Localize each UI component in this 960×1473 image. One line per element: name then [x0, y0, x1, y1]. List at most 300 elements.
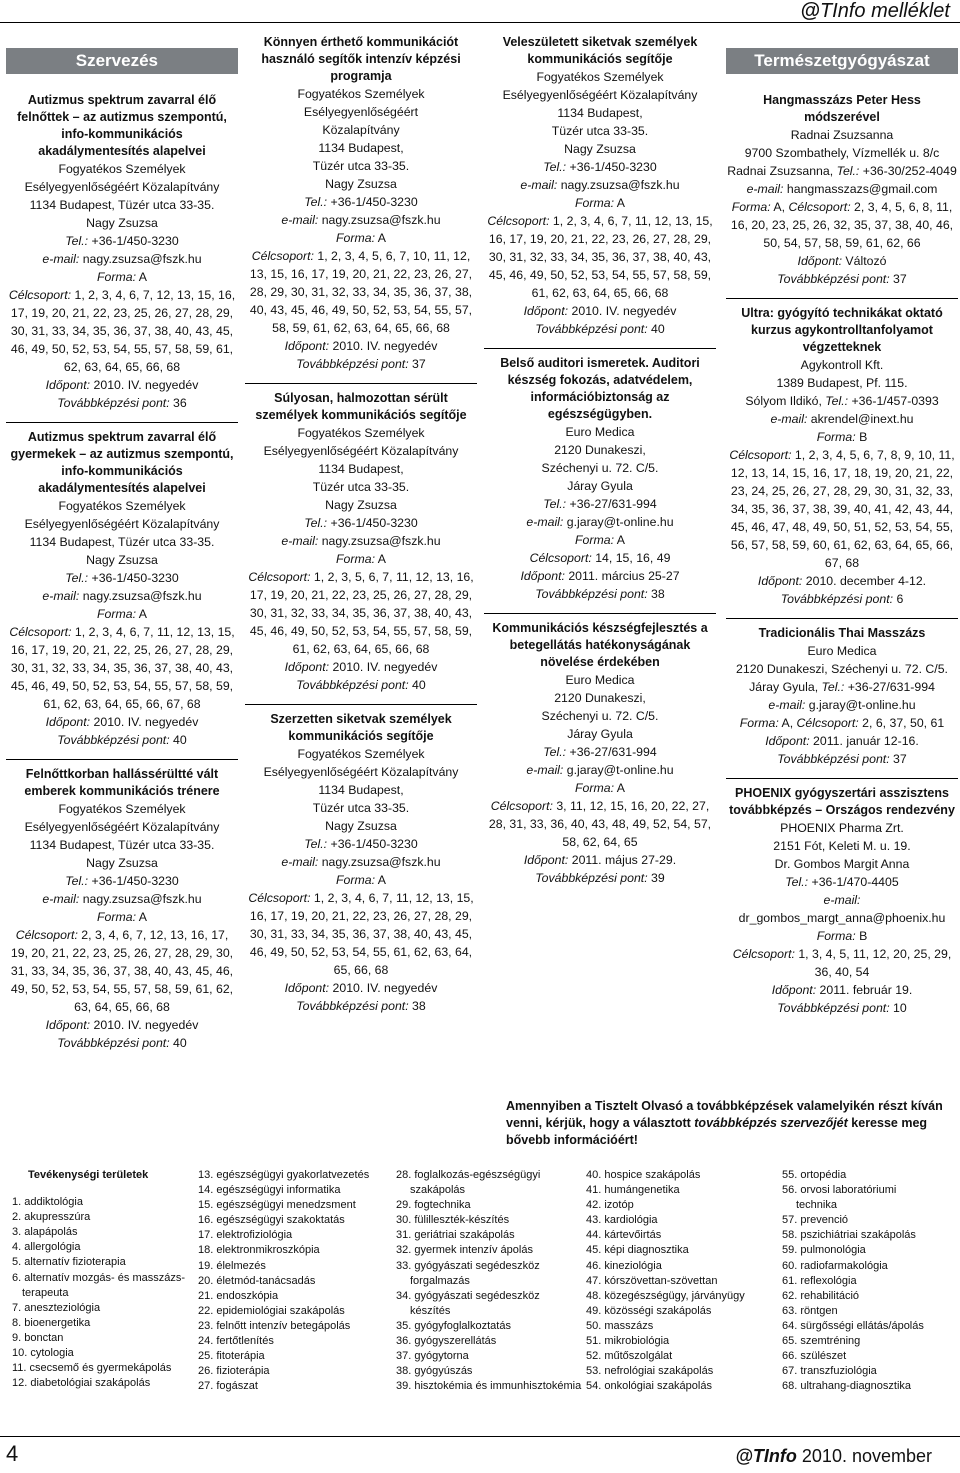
field-value: 1, 2, 3, 4, 5, 6, 7, 10, 11, 12, 13, 15, 16, 17, 19, 20, 21, 22, 23, 26, 27, 28, 29, 30, 31, 32, 33, 34, 35, 36, 37, 38, 40, 43, 45, 46, 49, 50, 52, 53, 54, 55, 57, 58, 59, 61, 62, 63, 64, 65, 66, 68 — [249, 249, 473, 335]
field-label: Célcsoport: — [732, 947, 795, 961]
field-value: 2, 6, 37, 50, 61 — [858, 716, 945, 730]
field-label: Célcsoport: — [15, 928, 78, 942]
field-label: Tel.: — [785, 875, 809, 889]
course-line — [6, 569, 238, 587]
field-value: 2010. IV. negyedév — [90, 1018, 199, 1032]
field-value: A — [136, 270, 147, 284]
field-value: Euro Medica — [565, 425, 635, 439]
course-line — [726, 819, 958, 837]
activity-item: 59. pulmonológia — [782, 1244, 866, 1257]
course-line — [245, 835, 477, 853]
field-value: 38 — [408, 999, 426, 1013]
course-line — [245, 121, 477, 139]
column-2 — [245, 28, 477, 1025]
activity-item: 43. kardiológia — [586, 1214, 658, 1227]
course-line — [726, 356, 958, 374]
field-value: Fogyatékos Személyek — [58, 162, 186, 176]
course-line — [726, 660, 958, 678]
header-title — [800, 0, 950, 23]
field-value: 1, 2, 3, 4, 6, 7, 12, 13, 15, 16, 17, 19, 20, 21, 22, 23, 25, 26, 27, 28, 29, 30, 31, 33, 34, 35, 36, 37, 38, 40, 43, 45, 46, 49, 50, 52, 53, 54, 55, 57, 58, 59, 61, 62, 63, 64, 65, 66, 68 — [10, 288, 236, 374]
field-label: Időpont: — [284, 981, 330, 995]
field-value: 1134 Budapest, Tüzér utca 33-35. — [29, 838, 215, 852]
activity-item: 16. egészségügyi szakoktatás — [198, 1214, 345, 1227]
course-title: Kommunikációs készségfejlesztés a betegellátás hatékonyságának növelése érdekében — [492, 621, 708, 669]
activity-item: 68. ultrahang-diagnosztika — [782, 1380, 912, 1393]
field-value: 14, 15, 16, 49 — [591, 551, 671, 565]
field-value: Fogyatékos Személyek — [297, 87, 425, 101]
field-label: Továbbképzési pont: — [777, 1001, 890, 1015]
field-value: A — [136, 607, 147, 621]
field-label: Forma: — [97, 270, 136, 284]
course-line — [6, 731, 238, 749]
activity-item: 6. alternatív mozgás- és masszázs- — [12, 1271, 186, 1284]
field-value: Járay Gyula — [567, 479, 633, 493]
field-value: g.jaray@t-online.hu — [805, 698, 916, 712]
course-line — [484, 531, 716, 549]
course-line — [484, 869, 716, 887]
field-label: Célcsoport: — [529, 551, 592, 565]
field-value: 1134 Budapest, Tüzér utca 33-35. — [29, 535, 215, 549]
field-value: B — [855, 430, 868, 444]
course-line — [245, 658, 477, 676]
course-line — [484, 104, 716, 122]
field-value: A — [614, 533, 625, 547]
field-value: 1, 2, 3, 4, 5, 6, 7, 8, 9, 10, 11, 12, 13, 14, 15, 16, 17, 18, 19, 20, 21, 22, 23, 24, 25, 26, 27, 28, 29, 30, 31, 32, 33, 34, 35, 36, 37, 38, 39, 40, 41, 42, 43, 44, 45, 46, 47, 48, 49, 50, 51, 52, 53, 54, 55, 56, 57, 58, 59, 60, 61, 62, 63, 64, 65, 66, 67, 68 — [730, 448, 955, 570]
course-title: Súlyosan, halmozottan sérült személyek kommunikációs segítője — [255, 391, 467, 422]
field-value: 6 — [893, 592, 904, 606]
field-value: Sólyom Ildikó, — [745, 394, 826, 408]
header-title-text: TInfo melléklet — [819, 0, 950, 22]
activity-item: 28. foglalkozás-egészségügyi — [396, 1169, 541, 1181]
activity-item: 66. szülészet — [782, 1350, 847, 1363]
activity-item: 20. életmód-tanácsadás — [198, 1274, 316, 1287]
activity-item: 1. addiktológia — [12, 1196, 83, 1209]
course-line — [6, 160, 238, 178]
field-label: Célcsoport: — [796, 716, 859, 730]
course-line — [726, 714, 958, 732]
field-value: 2011. május 27-29. — [568, 853, 677, 867]
field-label: e-mail: — [746, 182, 784, 196]
course-line — [6, 376, 238, 394]
field-value: Nagy Zsuzsa — [325, 177, 397, 191]
activity-item: 10. cytologia — [12, 1347, 74, 1360]
activity-item: 38. gyógyúszás — [396, 1365, 473, 1378]
column-termeszetgyogyaszat — [726, 48, 958, 1027]
field-label: Időpont: — [757, 574, 803, 588]
activity-item: 11. csecsemő és gyermekápolás — [12, 1362, 172, 1375]
field-label: Továbbképzési pont: — [777, 752, 890, 766]
course-line — [484, 176, 716, 194]
course-line — [726, 927, 958, 945]
course-line — [484, 689, 716, 707]
field-value: 2011. február 19. — [816, 983, 913, 997]
activity-item: 15. egészségügyi menedzsment — [198, 1199, 356, 1212]
field-value: dr_gombos_margt_anna@phoenix.hu — [738, 911, 946, 925]
activity-item: 8. bioenergetika — [12, 1316, 91, 1329]
course-entry — [484, 28, 716, 349]
course-line — [726, 678, 958, 696]
course-line — [6, 178, 238, 196]
field-value: 38 — [647, 587, 665, 601]
field-label: Továbbképzési pont: — [296, 999, 409, 1013]
field-label: Forma: — [739, 716, 779, 730]
field-value: Nagy Zsuzsa — [86, 553, 158, 567]
activity-item: 2. akupresszúra — [12, 1211, 91, 1224]
course-line — [484, 567, 716, 585]
course-line — [726, 837, 958, 855]
activity-item: 40. hospice szakápolás — [586, 1169, 701, 1181]
course-line — [484, 158, 716, 176]
activity-item: 60. radiofarmakológia — [782, 1259, 888, 1272]
field-value: Fogyatékos Személyek — [297, 747, 425, 761]
field-value: 1134 Budapest, — [318, 783, 404, 797]
activity-item: 55. ortopédia — [782, 1169, 847, 1181]
field-label: Időpont: — [765, 734, 810, 748]
footer-brand-name: TInfo — [752, 1446, 797, 1466]
field-label: Tel.: — [65, 234, 89, 248]
field-label: e-mail: — [42, 589, 80, 603]
course-line — [726, 180, 958, 198]
course-title: Szerzetten siketvak személyek kommunikációs segítője — [270, 712, 452, 743]
course-entry — [245, 28, 477, 384]
field-label: Időpont: — [45, 715, 91, 729]
field-label: Célcsoport: — [9, 625, 72, 639]
section-heading: Természetgyógyászat — [726, 48, 958, 74]
field-value: +36-1/450-3230 — [566, 160, 657, 174]
course-line — [6, 268, 238, 286]
course-line — [726, 392, 958, 410]
field-value: nagy.zsuzsa@fszk.hu — [318, 855, 441, 869]
course-entry — [484, 349, 716, 614]
activity-item: 63. röntgen — [782, 1304, 838, 1317]
course-title: Hangmasszázs Peter Hess módszerével — [763, 93, 921, 124]
field-value: Széchenyi u. 72. C/5. — [541, 461, 659, 475]
course-line — [484, 513, 716, 531]
section-heading: Szervezés — [6, 48, 238, 74]
field-value: +36-1/450-3230 — [327, 516, 418, 530]
course-title: Autizmus spektrum zavarral élő gyermekek – az autizmus szempontú, info-kommunikációs akadálymentesítés alapelvei — [10, 430, 234, 495]
field-label: Forma: — [575, 533, 614, 547]
course-line — [6, 497, 238, 515]
field-value: Nagy Zsuzsa — [564, 142, 636, 156]
field-value: nagy.zsuzsa@fszk.hu — [79, 892, 202, 906]
field-value: Járay Gyula, — [749, 680, 822, 694]
activity-item: 62. rehabilitáció — [782, 1289, 860, 1302]
field-value: B — [855, 929, 868, 943]
field-value: Esélyegyenlőségéért Közalapítvány — [24, 180, 220, 194]
course-line — [726, 981, 958, 999]
course-line — [245, 532, 477, 550]
course-line — [484, 707, 716, 725]
course-line — [726, 446, 958, 572]
activity-item: 3. alapápolás — [12, 1226, 78, 1239]
activity-item: 27. fogászat — [198, 1380, 258, 1393]
field-value: 1389 Budapest, Pf. 115. — [776, 376, 908, 390]
course-line — [245, 745, 477, 763]
field-value: 40 — [647, 322, 665, 336]
course-line — [6, 872, 238, 890]
course-line — [245, 247, 477, 337]
course-line — [245, 229, 477, 247]
course-line — [726, 642, 958, 660]
field-value: 9700 Szombathely, Vízmellék u. 8/c — [744, 146, 940, 160]
course-line — [484, 122, 716, 140]
activity-item: 41. humángenetika — [586, 1184, 680, 1197]
field-value: +36-27/631-994 — [844, 680, 935, 694]
course-line — [245, 799, 477, 817]
field-label: Forma: — [816, 929, 856, 943]
field-value: Járay Gyula — [567, 727, 633, 741]
field-value: Nagy Zsuzsa — [86, 856, 158, 870]
field-label: Célcsoport: — [248, 570, 311, 584]
activity-column — [782, 1168, 924, 1394]
course-entry — [726, 86, 958, 299]
course-line — [6, 214, 238, 232]
field-value: 2010. IV. negyedév — [329, 981, 438, 995]
field-label: Időpont: — [45, 378, 91, 392]
field-label: Tel.: — [836, 164, 860, 178]
field-value: nagy.zsuzsa@fszk.hu — [318, 213, 441, 227]
footer-at-sign: @ — [735, 1446, 753, 1466]
course-line — [6, 908, 238, 926]
field-value: A, — [770, 200, 789, 214]
course-line — [484, 441, 716, 459]
course-line — [6, 515, 238, 533]
activity-column — [8, 1168, 185, 1391]
course-line — [6, 286, 238, 376]
field-value: 1, 2, 3, 4, 6, 7, 11, 12, 13, 15, 16, 17, 19, 20, 21, 22, 23, 26, 27, 28, 29, 30, 31, 32, 33, 34, 35, 36, 37, 38, 40, 43, 45, 46, 49, 50, 52, 53, 54, 55, 57, 58, 59, 61, 62, 63, 64, 65, 66, 68 — [488, 214, 713, 300]
activity-item: forgalmazás — [410, 1274, 470, 1287]
footer-date: 2010. november — [796, 1446, 932, 1466]
course-line — [726, 198, 958, 252]
course-line — [245, 85, 477, 103]
field-label: Továbbképzési pont: — [535, 322, 648, 336]
course-line — [6, 713, 238, 731]
activity-item: 37. gyógytorna — [396, 1350, 469, 1363]
activity-item: 39. hisztokémia és immunhisztokémia — [396, 1380, 582, 1393]
field-label: Továbbképzési pont: — [535, 871, 648, 885]
field-value: Esélyegyenlőségéért Közalapítvány — [263, 444, 459, 458]
field-value: 2010. IV. negyedév — [329, 660, 438, 674]
activity-item: 14. egészségügyi informatika — [198, 1184, 341, 1197]
course-line — [245, 817, 477, 835]
field-value: 1, 2, 3, 4, 6, 7, 11, 12, 13, 15, 16, 17, 19, 20, 21, 22, 25, 26, 27, 28, 29, 30, 31, 32, 33, 34, 35, 36, 37, 38, 40, 43, 45, 46, 49, 50, 52, 53, 54, 55, 57, 58, 59, 61, 62, 63, 64, 65, 66, 67, 68 — [10, 625, 235, 711]
field-value: A — [375, 873, 386, 887]
course-line — [726, 126, 958, 144]
field-value: 2010. IV. negyedév — [568, 304, 677, 318]
field-label: Időpont: — [284, 660, 330, 674]
activity-item: 4. allergológia — [12, 1241, 81, 1254]
course-line — [726, 270, 958, 288]
field-value: Fogyatékos Személyek — [58, 499, 186, 513]
field-label: Tel.: — [543, 160, 567, 174]
activity-item: 34. gyógyászati segédeszköz — [396, 1289, 540, 1302]
field-value: +36-1/457-0393 — [848, 394, 939, 408]
field-label: Forma: — [731, 200, 771, 214]
course-line — [726, 572, 958, 590]
course-line — [484, 761, 716, 779]
field-value: A — [375, 231, 386, 245]
course-line — [6, 551, 238, 569]
course-line — [245, 103, 477, 121]
field-value: 2120 Dunakeszi, Széchenyi u. 72. C/5. — [736, 662, 948, 676]
field-label: Forma: — [575, 196, 614, 210]
activity-item: 52. műtőszolgálat — [586, 1350, 673, 1363]
field-value: +36-1/450-3230 — [88, 571, 179, 585]
field-value: Széchenyi u. 72. C/5. — [541, 709, 659, 723]
course-line — [726, 873, 958, 891]
field-value: nagy.zsuzsa@fszk.hu — [557, 178, 680, 192]
course-line — [484, 585, 716, 603]
field-value: Radnai Zsuzsanna — [790, 128, 894, 142]
field-label: Forma: — [336, 231, 375, 245]
course-title: Felnőttkorban hallássérültté vált emberek kommunikációs trénere — [24, 767, 220, 798]
course-line — [726, 891, 958, 909]
activity-item: 32. gyermek intenzív ápolás — [396, 1244, 533, 1257]
field-label: Továbbképzési pont: — [57, 1036, 170, 1050]
activity-item: 18. elektronmikroszkópia — [198, 1244, 320, 1257]
course-line — [6, 890, 238, 908]
course-line — [484, 86, 716, 104]
notice-text-1: Amennyiben a Tisztelt Olvasó a továbbképzések valamelyikén részt kíván venni, kérjük, hogy a választott — [506, 1099, 943, 1130]
field-label: e-mail: — [823, 893, 861, 907]
activity-item: 13. egészségügyi gyakorlatvezetés — [198, 1169, 370, 1181]
course-title: Veleszületett siketvak személyek kommunikációs segítője — [502, 35, 698, 66]
field-value: Fogyatékos Személyek — [297, 426, 425, 440]
page-number: 4 — [6, 1441, 19, 1466]
field-value: 2010. IV. negyedév — [329, 339, 438, 353]
field-value: akrendel@inext.hu — [807, 412, 914, 426]
field-value: Tüzér utca 33-35. — [312, 480, 410, 494]
course-line — [245, 889, 477, 979]
course-line — [484, 743, 716, 761]
course-line — [245, 997, 477, 1015]
course-entry — [726, 779, 958, 1027]
activity-item: 47. kórszövettan-szövettan — [586, 1274, 718, 1287]
course-line — [6, 394, 238, 412]
field-value: PHOENIX Pharma Zrt. — [780, 821, 904, 835]
field-label: e-mail: — [770, 412, 808, 426]
field-label: Tel.: — [304, 516, 328, 530]
field-value: 40 — [408, 678, 426, 692]
field-label: Forma: — [575, 781, 614, 795]
field-label: Időpont: — [523, 853, 569, 867]
notice-box — [506, 1098, 946, 1149]
field-value: 2011. március 25-27 — [564, 569, 680, 583]
field-value: A, — [778, 716, 797, 730]
course-line — [6, 1034, 238, 1052]
field-label: Tel.: — [825, 394, 849, 408]
activity-heading: Tevékenységi területek — [28, 1169, 149, 1181]
course-entry — [245, 705, 477, 1025]
course-line — [484, 302, 716, 320]
course-line — [245, 175, 477, 193]
course-line — [245, 550, 477, 568]
field-value: 36 — [169, 396, 187, 410]
field-label: Továbbképzési pont: — [777, 272, 890, 286]
field-value: 10 — [889, 1001, 907, 1015]
course-title: Tradicionális Thai Masszázs — [758, 626, 926, 640]
field-label: Továbbképzési pont: — [296, 678, 409, 692]
course-line — [484, 212, 716, 302]
field-value: Tüzér utca 33-35. — [312, 801, 410, 815]
course-line — [484, 671, 716, 689]
course-line — [6, 587, 238, 605]
field-value: 2011. január 12-16. — [809, 734, 919, 748]
course-title: Belső auditori ismeretek. Auditori készség fokozás, adatvédelem, információbiztonság az egészségügyben. — [500, 356, 700, 421]
course-entry — [6, 760, 238, 1062]
course-line — [245, 478, 477, 496]
activity-item: 64. sürgősségi ellátás/ápolás — [782, 1319, 924, 1332]
activity-item: 50. masszázs — [586, 1319, 654, 1332]
activity-item: 53. nefrológiai szakápolás — [586, 1365, 714, 1378]
course-line — [245, 871, 477, 889]
field-value: Dr. Gombos Margit Anna — [774, 857, 910, 871]
course-line — [6, 800, 238, 818]
course-entry — [6, 86, 238, 423]
activity-item: 57. prevenció — [782, 1214, 849, 1227]
course-line — [245, 460, 477, 478]
course-line — [726, 144, 958, 162]
course-line — [726, 374, 958, 392]
field-label: Forma: — [816, 430, 856, 444]
activity-item: 35. gyógyfoglalkoztatás — [396, 1319, 511, 1332]
course-title: PHOENIX gyógyszertári asszisztens továbbképzés – Országos rendezvény — [729, 786, 955, 817]
course-line — [245, 514, 477, 532]
course-line — [245, 337, 477, 355]
field-label: e-mail: — [281, 213, 319, 227]
course-line — [6, 818, 238, 836]
field-label: Célcsoport: — [487, 214, 550, 228]
field-label: e-mail: — [281, 855, 319, 869]
field-value: 1, 2, 3, 5, 6, 7, 11, 12, 13, 16, 17, 19, 20, 21, 22, 23, 25, 26, 27, 28, 29, 30, 31, 32, 33, 34, 35, 36, 37, 38, 40, 43, 45, 46, 49, 50, 52, 53, 54, 55, 57, 58, 59, 61, 62, 63, 64, 65, 66, 68 — [249, 570, 474, 656]
field-label: Célcsoport: — [248, 891, 311, 905]
field-value: Tüzér utca 33-35. — [551, 124, 649, 138]
field-label: Forma: — [336, 873, 375, 887]
field-label: Időpont: — [284, 339, 330, 353]
activity-item: 7. aneszteziológia — [12, 1301, 101, 1314]
course-line — [245, 424, 477, 442]
activity-item: 44. kártevőirtás — [586, 1229, 662, 1242]
field-value: 2, 3, 4, 6, 7, 12, 13, 16, 17, 19, 20, 21, 22, 23, 25, 26, 27, 28, 29, 30, 31, 33, 34, 35, 36, 37, 38, 40, 43, 45, 46, 49, 50, 52, 53, 54, 55, 57, 58, 59, 61, 62, 63, 64, 65, 66, 68 — [10, 928, 234, 1014]
field-value: g.jaray@t-online.hu — [563, 763, 674, 777]
field-label: e-mail: — [281, 534, 319, 548]
activity-item: 67. transzfuziológia — [782, 1365, 877, 1378]
course-line — [245, 763, 477, 781]
course-line — [726, 410, 958, 428]
course-line — [726, 590, 958, 608]
course-line — [6, 250, 238, 268]
course-line — [245, 139, 477, 157]
field-value: +36-1/470-4405 — [808, 875, 899, 889]
field-label: Célcsoport: — [251, 249, 314, 263]
field-value: A — [614, 781, 625, 795]
field-value: 2151 Fót, Keleti M. u. 19. — [773, 839, 911, 853]
course-line — [484, 194, 716, 212]
course-entry — [245, 384, 477, 705]
field-label: Célcsoport: — [8, 288, 72, 302]
activity-item: 26. fizioterápia — [198, 1365, 270, 1378]
course-line — [726, 696, 958, 714]
field-label: Tel.: — [543, 497, 567, 511]
field-label: e-mail: — [526, 515, 564, 529]
field-value: 40 — [169, 733, 187, 747]
field-value: A — [136, 910, 147, 924]
field-value: Esélyegyenlőségéért Közalapítvány — [263, 765, 459, 779]
field-label: Forma: — [97, 910, 136, 924]
course-line — [245, 496, 477, 514]
course-line — [6, 605, 238, 623]
